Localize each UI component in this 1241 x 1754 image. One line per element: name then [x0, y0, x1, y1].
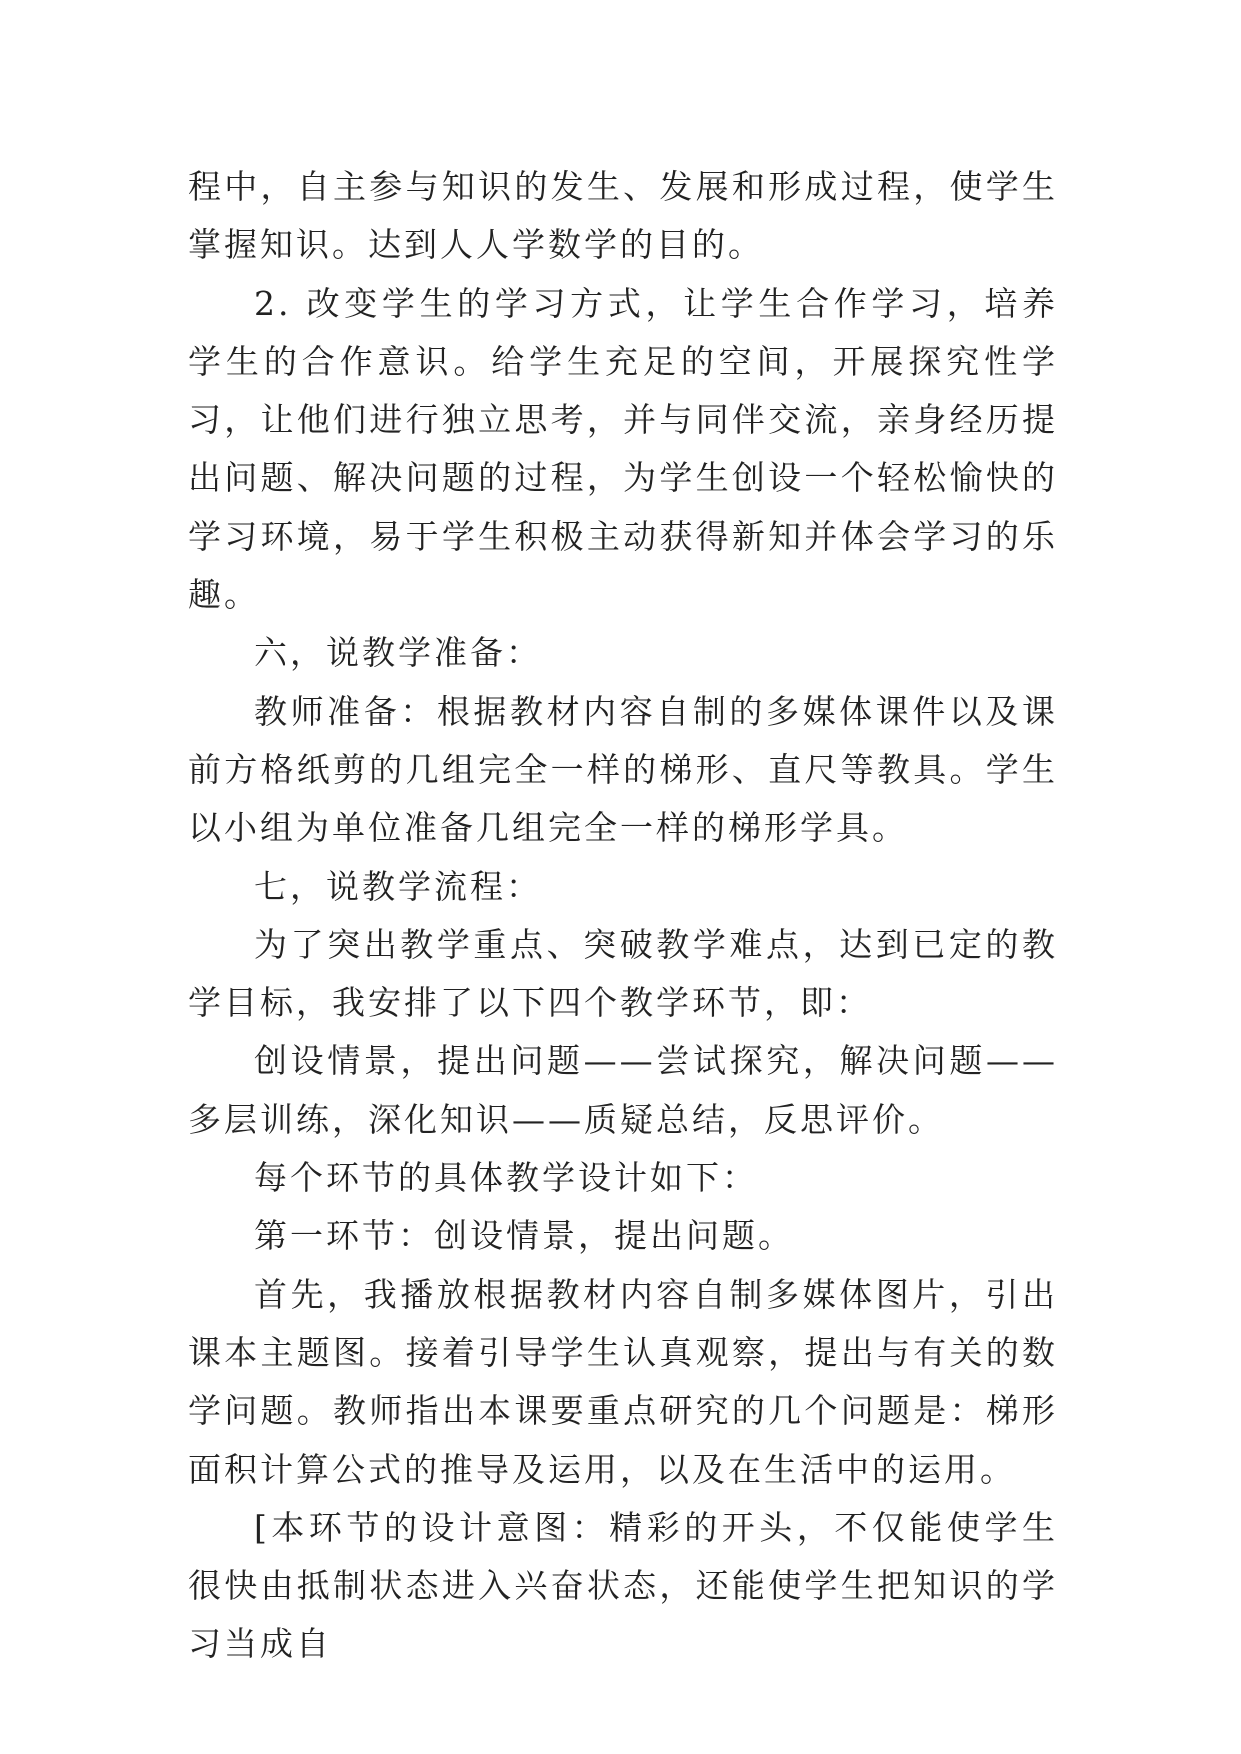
paragraph-5: 创设情景，提出问题——尝试探究，解决问题——多层训练，深化知识——质疑总结，反思评价。	[188, 1041, 1058, 1139]
section-heading-6: 六，说教学准备：	[254, 633, 542, 673]
paragraph-3: 教师准备：根据教材内容自制的多媒体课件以及课前方格纸剪的几组完全一样的梯形、直尺等教具。学生以小组为单位准备几组完全一样的梯形学具。	[188, 691, 1058, 848]
paragraph-9: [本环节的设计意图：精彩的开头，不仅能使学生很快由抵制状态进入兴奋状态，还能使学生把知识的学习当成自	[188, 1507, 1058, 1664]
paragraph-4: 为了突出教学重点、突破教学难点，达到已定的教学目标，我安排了以下四个教学环节，即：	[188, 924, 1058, 1023]
section-heading-7: 七，说教学流程：	[254, 866, 542, 906]
paragraph-8: 首先，我播放根据教材内容自制多媒体图片，引出课本主题图。接着引导学生认真观察，提出与有关的数学问题。教师指出本课要重点研究的几个问题是：梯形面积计算公式的推导及运用，以及在生活中的运用。	[188, 1274, 1058, 1489]
paragraph-1: 程中，自主参与知识的发生、发展和形成过程，使学生掌握知识。达到人人学数学的目的。	[188, 167, 1058, 265]
paragraph-6: 每个环节的具体教学设计如下：	[254, 1158, 758, 1198]
document-body	[188, 158, 1058, 1674]
paragraph-2: 2. 改变学生的学习方式，让学生合作学习，培养学生的合作意识。给学生充足的空间，开展探究性学习，让他们进行独立思考，并与同伴交流，亲身经历提出问题、解决问题的过程，为学生创设一个轻松愉快的学习环境，易于学生积极主动获得新知并体会学习的乐趣。	[188, 283, 1058, 615]
paragraph-7: 第一环节：创设情景，提出问题。	[254, 1216, 794, 1256]
